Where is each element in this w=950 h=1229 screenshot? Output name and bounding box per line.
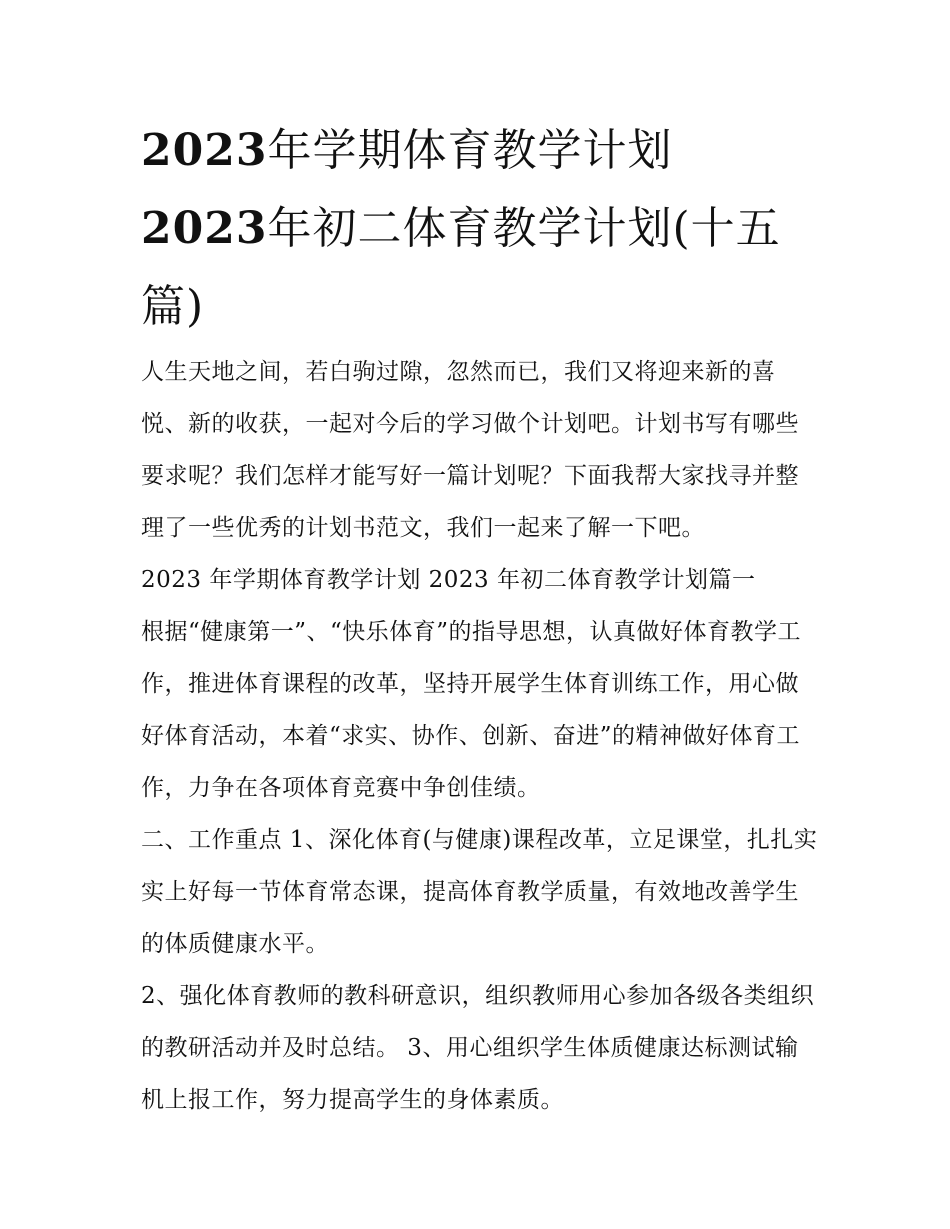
title-year-2: 2023 [141, 203, 268, 254]
work-focus-paragraph: 二、工作重点 1、深化体育(与健康)课程改革，立足课堂，扎扎实实上好每一节体育常态课，提高体育教学质量，有效地改善学生的体质健康水平。 [141, 827, 818, 957]
section-heading: 2023 年学期体育教学计划 2023 年初二体育教学计划篇一 [141, 567, 756, 593]
research-paragraph: 2、强化体育教师的教科研意识，组织教师用心参加各级各类组织的教研活动并及时总结。 3、用心组织学生体质健康达标测试输机上报工作，努力提高学生的身体素质。 [141, 983, 815, 1113]
document-page [141, 112, 821, 1126]
intro-paragraph: 人生天地之间，若白驹过隙，忽然而已，我们又将迎来新的喜悦、新的收获，一起对今后的学习做个计划吧。计划书写有哪些要求呢？我们怎样才能写好一篇计划呢？下面我帮大家找寻并整理了一些优秀的计划书范文，我们一起来了解一下吧。 [141, 359, 799, 541]
title-text-2: 年初二体育教学计划(十五篇) [141, 203, 781, 332]
guiding-paragraph: 根据“健康第一”、“快乐体育”的指导思想，认真做好体育教学工作，推进体育课程的改革，坚持开展学生体育训练工作，用心做好体育活动，本着“求实、协作、创新、奋进”的精神做好体育工作，力争在各项体育竞赛中争创佳绩。 [141, 619, 802, 801]
title-year-1: 2023 [141, 125, 268, 176]
document-body [141, 346, 821, 1126]
document-title [141, 112, 821, 346]
title-text-1: 年学期体育教学计划 [267, 125, 673, 176]
